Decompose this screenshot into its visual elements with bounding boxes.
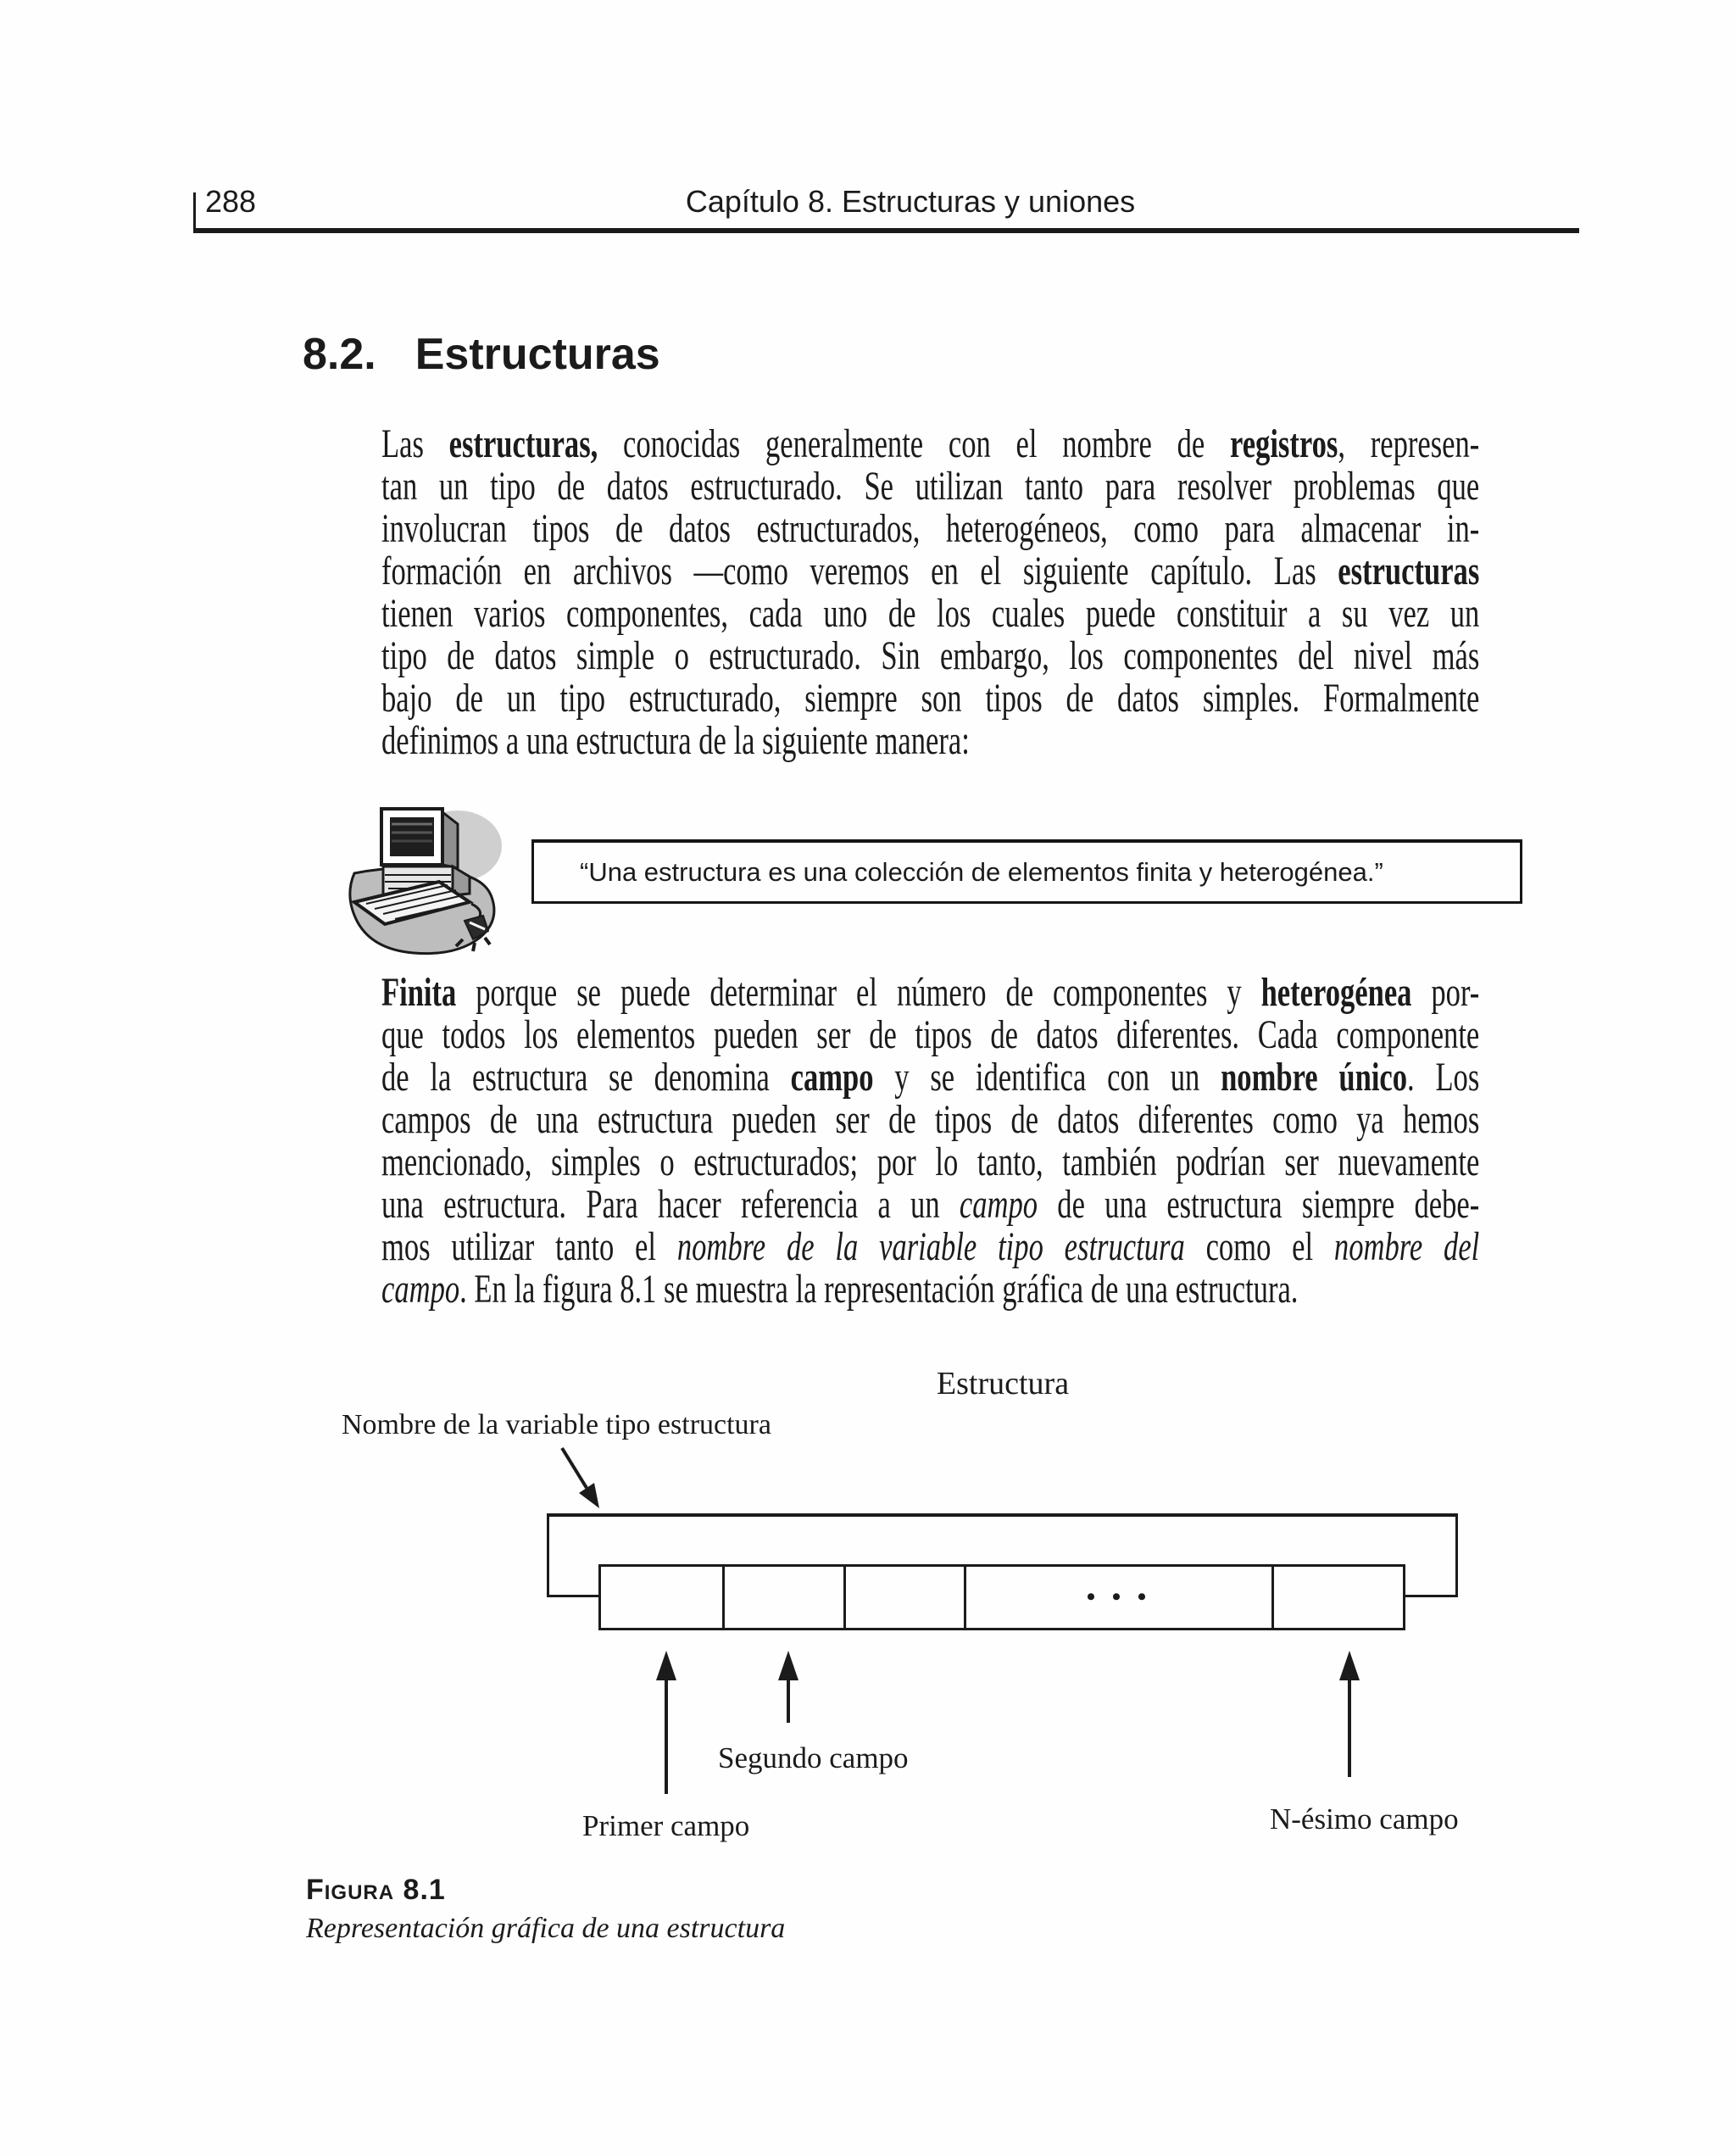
nth-field-label: N-ésimo campo	[1270, 1802, 1459, 1836]
text-line: de la estructura se denomina campo y se identifica con un nombre único. Los	[381, 1055, 1480, 1100]
structure-fields-row	[598, 1564, 1405, 1630]
text-line: tienen varios componentes, cada uno de los cuales puede constituir a su vez un	[381, 591, 1480, 636]
text-line: tan un tipo de datos estructurado. Se utilizan tanto para resolver problemas que	[381, 464, 1480, 509]
text-line: campos de una estructura pueden ser de tipos de datos diferentes como ya hemos	[381, 1097, 1480, 1142]
intro-paragraph	[381, 423, 1479, 762]
figure-caption-tag: Figura 8.1	[306, 1874, 446, 1906]
text-line: Las estructuras, conocidas generalmente con el nombre de registros, represen-	[381, 421, 1480, 466]
first-field-label: Primer campo	[582, 1809, 750, 1842]
computer-clipart-icon	[329, 795, 517, 967]
chapter-running-title: Capítulo 8. Estructuras y uniones	[685, 184, 1136, 219]
field-cell	[601, 1567, 725, 1628]
field-cell	[1274, 1567, 1403, 1628]
section-title: Estructuras	[415, 330, 660, 379]
header-tick	[193, 192, 196, 230]
text-line: involucran tipos de datos estructurados, heterogéneos, como para almacenar in-	[381, 506, 1480, 551]
text-line: definimos a una estructura de la siguiente manera:	[381, 718, 970, 763]
second-field-label: Segundo campo	[718, 1741, 909, 1774]
field-cell-ellipsis: • • •	[966, 1567, 1274, 1628]
section-number: 8.2.	[303, 330, 376, 379]
figure-title: Estructura	[936, 1366, 1070, 1401]
field-cell	[725, 1567, 846, 1628]
text-line: bajo de un tipo estructurado, siempre son tipos de datos simples. Formalmente	[381, 676, 1480, 721]
text-line: que todos los elementos pueden ser de tipos de datos diferentes. Cada componente	[381, 1012, 1480, 1057]
field-cell	[846, 1567, 966, 1628]
figure-caption-text: Representación gráfica de una estructura	[306, 1913, 786, 1944]
text-line: formación en archivos —como veremos en el siguiente capítulo. Las estructuras	[381, 549, 1480, 593]
figure-pointer-label: Nombre de la variable tipo estructura	[342, 1409, 771, 1440]
text-line: tipo de datos simple o estructurado. Sin embargo, los componentes del nivel más	[381, 633, 1480, 678]
text-line: campo. En la figura 8.1 se muestra la representación gráfica de una estructura.	[381, 1267, 1299, 1312]
header-rule	[193, 228, 1579, 233]
text-line: mencionado, simples o estructurados; por lo tanto, también podrían ser nuevamente	[381, 1139, 1480, 1184]
definition-quote-box	[531, 839, 1522, 904]
definition-quote-text: “Una estructura es una colección de elementos finita y heterogénea.”	[580, 856, 1383, 887]
text-line: una estructura. Para hacer referencia a un campo de una estructura siempre debe-	[381, 1182, 1480, 1227]
page-number: 288	[205, 184, 257, 219]
section-heading	[303, 329, 660, 380]
text-line: mos utilizar tanto el nombre de la variable tipo estructura como el nombre del	[381, 1224, 1480, 1269]
text-line: Finita porque se puede determinar el número de componentes y heterogénea por-	[381, 970, 1480, 1015]
body-paragraph	[381, 972, 1479, 1311]
